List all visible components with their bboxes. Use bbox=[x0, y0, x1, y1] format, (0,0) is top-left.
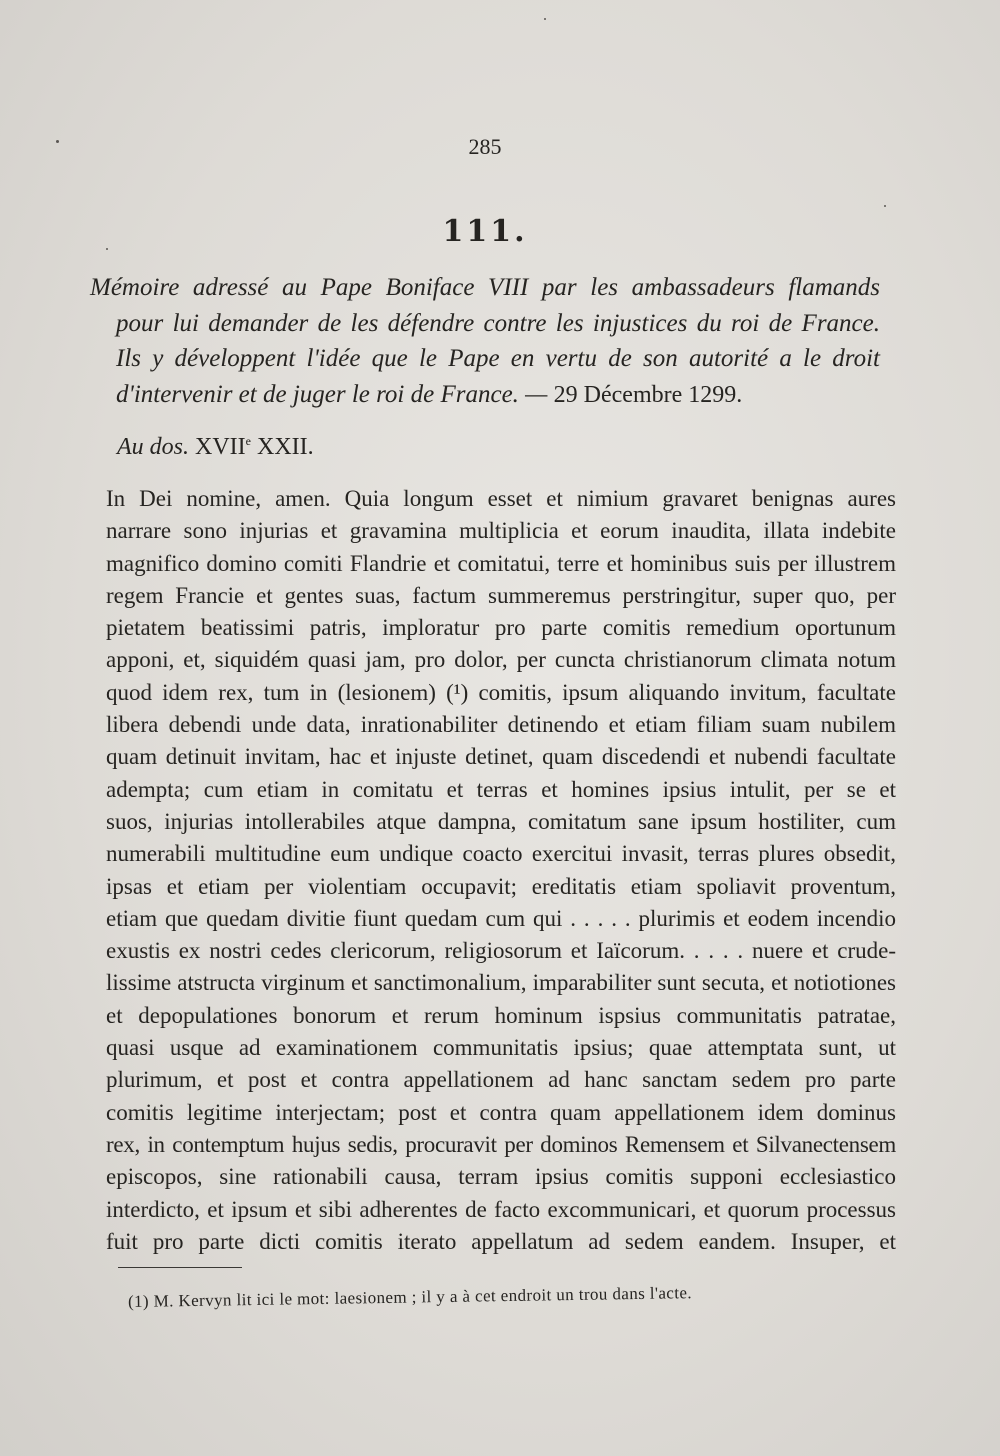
body-line: lissime atstructa virginum et sanctimonalium, imparabiliter sunt secuta, et notiotiones bbox=[106, 970, 896, 996]
endorsement-value: XVII bbox=[195, 434, 246, 460]
body-line: rex, in contemptum hujus sedis, procuravit per dominos Remensem et Silvanectensem bbox=[106, 1131, 896, 1157]
body-line: suos, injurias intollerabiles atque dampna, comitatum sane ipsum hostiliter, cum bbox=[106, 808, 896, 834]
endorsement-superscript: e bbox=[245, 434, 251, 448]
body-line: pietatem beatissimi patris, imploratur pro parte comitis remedium oportunum bbox=[106, 615, 896, 641]
page-number: 285 bbox=[468, 134, 502, 159]
body-line: exustis ex nostri cedes clericorum, religiosorum et Iaïcorum. . . . . nuere et crude- bbox=[106, 938, 896, 964]
summary-line: Mémoire adressé au Pape Boniface VIII par les ambassadeurs flamands bbox=[90, 274, 880, 301]
paper-speck bbox=[544, 18, 546, 20]
footnote-separator bbox=[118, 1267, 242, 1268]
body-line: episcopos, sine rationabili causa, terram ipsius comitis supponi ecclesiastico bbox=[106, 1164, 896, 1190]
body-line: regem Francie et gentes suas, factum summeremus perstringitur, super quo, per bbox=[106, 582, 896, 608]
body-line: comitis legitime interjectam; post et contra quam appellationem idem dominus bbox=[106, 1099, 896, 1125]
summary-line: pour lui demander de les défendre contre les injustices du roi de France. bbox=[116, 309, 880, 337]
body-line: apponi, et, siquidém quasi jam, pro dolor, per cuncta christianorum climata notum bbox=[106, 647, 896, 673]
summary-line: Ils y développent l'idée que le Pape en vertu de son autorité a le droit bbox=[116, 345, 880, 372]
body-line: adempta; cum etiam in comitatu et terras et homines ipsius intulit, per se et bbox=[106, 776, 896, 802]
endorsement-label: Au dos. bbox=[117, 434, 189, 460]
body-line: plurimum, et post et contra appellationem ad hanc sanctam sedem pro parte bbox=[106, 1067, 896, 1093]
footnote: (1) M. Kervyn lit ici le mot: laesionem ; il y a à cet endroit un trou dans l'acte. bbox=[127, 1283, 693, 1311]
summary-line-last bbox=[90, 377, 880, 414]
summary-date: 29 Décembre 1299. bbox=[553, 381, 743, 408]
body-line: narrare sono injurias et gravamina multiplicia et eorum inaudita, illata indebite bbox=[106, 518, 896, 544]
body-line: libera debendi unde data, inrationabiliter detinendo et etiam filiam suam nubilem bbox=[106, 712, 896, 738]
body-line: quod idem rex, tum in (lesionem) (¹) comitis, ipsum aliquando invitum, facultate bbox=[106, 679, 896, 705]
body-line: In Dei nomine, amen. Quia longum esset et nimium gravaret benignas aures bbox=[106, 486, 896, 511]
body-text bbox=[106, 483, 896, 1258]
body-line: et depopulationes bonorum et rerum hominum ispsius communitatis patratae, bbox=[106, 1002, 896, 1028]
body-line: fuit pro parte dicti comitis iterato appellatum ad sedem eandem. Insuper, et bbox=[106, 1228, 896, 1254]
body-line: etiam que quedam divitie fiunt quedam cum qui . . . . . plurimis et eodem incendio bbox=[106, 905, 896, 931]
body-line: numerabili multitudine eum undique coacto exercitui invasit, terras plures obsedit, bbox=[106, 841, 896, 867]
document-number: 111. bbox=[442, 214, 528, 249]
document-summary bbox=[90, 270, 880, 413]
body-line: ipsas et etiam per violentiam occupavit; ereditatis etiam spoliavit proventum, bbox=[106, 873, 896, 899]
body-line: quam detinuit invitam, hac et injuste detinet, quam discedendi et nubendi facultate bbox=[106, 744, 896, 770]
body-line: magnifico domino comiti Flandrie et comitatui, terre et hominibus suis per illustrem bbox=[106, 550, 896, 576]
summary-line: d'intervenir et de juger le roi de France. — bbox=[116, 380, 548, 408]
body-line: interdicto, et ipsum et sibi adherentes de facto excommunicari, et quorum processus bbox=[106, 1196, 896, 1222]
body-line: quasi usque ad examinationem communitatis ipsius; quae attemptata sunt, ut bbox=[106, 1035, 896, 1061]
endorsement bbox=[117, 434, 314, 461]
endorsement-value-2: XXII. bbox=[256, 434, 314, 460]
paper-speck bbox=[884, 205, 886, 207]
